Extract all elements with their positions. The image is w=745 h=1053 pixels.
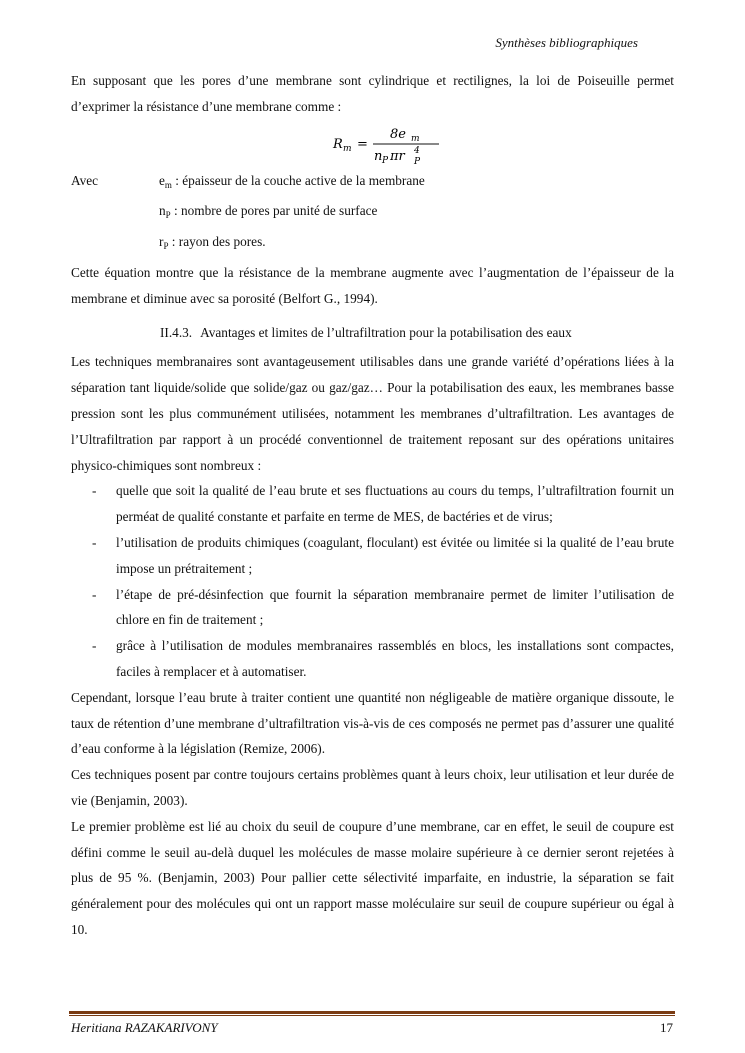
formula-lhs-sub: m [343, 143, 352, 154]
section-title: Avantages et limites de l’ultrafiltration pour la potabilisation des eaux [200, 324, 572, 340]
avec-item-rp [71, 229, 674, 260]
list-item-text: l’utilisation de produits chimiques (coagulant, floculant) est évitée ou limitée si la qualité de l’eau brute impose un prétraitement ; [116, 534, 674, 576]
list-item [71, 633, 674, 685]
resistance-formula [71, 120, 674, 168]
cependant-paragraph: Cependant, lorsque l’eau brute à traiter contient une quantité non négligeable de matière organique dissoute, le taux de rétention d’une membrane d’ultrafiltration vis-à-vis de ces composés ne permet pas d’assurer une qualité d’eau conforme à la législation (Remize, 2006). [71, 689, 674, 757]
page-number: 17 [660, 1020, 673, 1035]
avec-label: Avec [71, 172, 99, 188]
footer-rule-thick [69, 1011, 675, 1014]
avec-item-em [159, 168, 674, 199]
formula-r-sub: P [414, 156, 421, 167]
list-item-text: grâce à l’utilisation de modules membranaires rassemblés en blocs, les installations sont compactes, faciles à remplacer et à automatiser. [116, 638, 674, 679]
bullet-dash: - [92, 586, 97, 602]
problems-paragraph: Ces techniques posent par contre toujours certains problèmes quant à leurs choix, leur utilisation et leur durée de vie (Benjamin, 2003). [71, 767, 674, 808]
body-text [71, 68, 674, 943]
formula-lhs: R [333, 136, 343, 152]
definition: : nombre de pores par unité de surface [170, 203, 378, 219]
symbol: e [159, 172, 165, 188]
formula-pi-r: πr [390, 148, 405, 164]
list-item [71, 478, 674, 530]
formula-denominator: n [374, 148, 383, 164]
section-heading [71, 320, 674, 346]
advantages-list [71, 478, 674, 684]
formula-equals: = [357, 136, 368, 152]
bullet-dash: - [92, 483, 97, 499]
avec-item-np [71, 198, 674, 229]
bullet-dash: - [92, 638, 97, 654]
definition: : épaisseur de la couche active de la membrane [171, 172, 425, 188]
list-item-text: quelle que soit la qualité de l’eau brute et ses fluctuations au cours du temps, l’ultrafiltration fournit un perméat de qualité constante et parfaite en terme de MES, de bactéries et de virus; [116, 483, 674, 525]
formula-r-sup: 4 [414, 145, 420, 156]
bullet-dash: - [92, 534, 97, 550]
list-item [71, 530, 674, 582]
definition: : rayon des pores. [168, 234, 266, 250]
formula-graphic [331, 120, 451, 168]
symbol: r [159, 234, 164, 250]
list-item-text: l’étape de pré-désinfection que fournit la séparation membranaire permet de limiter l’utilisation de chlore en fin de traitement ; [116, 586, 674, 628]
section-number: II.4.3. [160, 324, 193, 340]
symbol: n [159, 203, 166, 219]
cutoff-paragraph: Le premier problème est lié au choix du seuil de coupure d’une membrane, car en effet, le seuil de coupure est défini comme le seuil au-delà duquel les molécules de masse molaire supérieure à ce dernier seront rejetées à plus de 95 %. (Benjamin, 2003) Pour pallier cette sélectivité imparfaite, en industrie, la séparation se fait généralement pour des molécules qui ont un rapport masse moléculaire sur seuil de coupure supérieur ou égal à 10. [71, 818, 674, 937]
avec-row-1 [71, 168, 674, 199]
symbol-sub: P [163, 241, 169, 252]
footer-author: Heritiana RAZAKARIVONY [71, 1020, 218, 1035]
formula-denominator-sub: P [382, 155, 389, 166]
symbol-sub: P [165, 210, 171, 221]
formula-numerator-sub: m [411, 133, 420, 144]
techniques-paragraph: Les techniques membranaires sont avantageusement utilisables dans une grande variété d’opérations liées à la séparation tant liquide/solide que solide/gaz ou gaz/gaz… Pour la potabilisation des eaux, les membranes basse pression sont les plus communément utilisées, notamment les membranes d’ultrafiltration. Les avantages de l’Ultrafiltration par rapport à un procédé conventionnel de traitement reposant sur des opérations unitaires physico-chimiques sont nombreux : [71, 354, 674, 473]
footer-rule-thin [69, 1015, 675, 1016]
after-formula-paragraph: Cette équation montre que la résistance de la membrane augmente avec l’augmentation de l’épaisseur de la membrane et diminue avec sa porosité (Belfort G., 1994). [71, 264, 674, 306]
running-header: Synthèses bibliographiques [495, 35, 638, 50]
list-item [71, 582, 674, 634]
intro-paragraph: En supposant que les pores d’une membrane sont cylindrique et rectilignes, la loi de Poiseuille permet d’exprimer la résistance d’une membrane comme : [71, 73, 674, 114]
symbol-sub: m [164, 179, 172, 190]
formula-numerator: 8e [390, 126, 406, 142]
